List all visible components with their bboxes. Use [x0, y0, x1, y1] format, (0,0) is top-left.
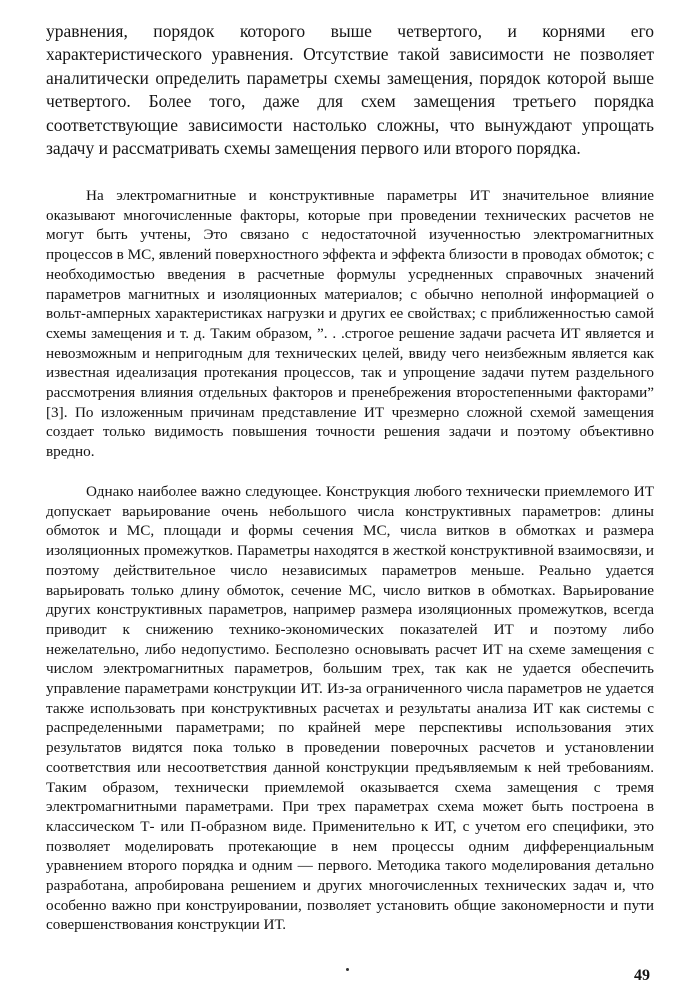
- paragraph-intro: уравнения, порядок которого выше четвертого, и корнями его характеристического уравнения. Отсутствие такой зависимости не позволяет аналитически определить параметры схемы замещения, порядок которой выше четвертого. Более того, даже для схем замещения третьего порядка соответствующие зависимости настолько сложны, что вынуждают упрощать задачу и рассматривать схемы замещения первого или второго порядка.: [46, 21, 654, 159]
- paragraph-factors: На электромагнитные и конструктивные параметры ИТ значительное влияние оказывают многочисленные факторы, которые при проведении технических расчетов не могут быть учтены, Это связано с недостаточной изученностью электромагнитных процессов в МС, явлений поверхностного эффекта и эффекта близости в проводах обмоток; с необходимостью введения в расчетные формулы усредненных справочных значений параметров магнитных и изоляционных материалов; с обычно неполной информацией о вольт-амперных характеристиках нагрузки и других ее свойствах; с приближенностью самой схемы замещения и т. д. Таким образом, ”. . .строгое решение задачи расчета ИТ является и невозможным и непригодным для технических целей, ввиду чего неизбежным является как известная идеализация протекания процессов, так и упрощение задачи путем раздельного рассмотрения влияния отдельных факторов и пренебрежения второстепенными факторами” [3]. По изложенным причинам представление ИТ чрезмерно сложной схемой замещения создает только видимость повышения точности решения задачи и поэтому объективно вредно.: [46, 187, 654, 461]
- paragraph-design-parameters: Однако наиболее важно следующее. Конструкция любого технически приемлемого ИТ допускает варьирование очень небольшого числа конструктивных параметров: длины обмоток и МС, площади и формы сечения МС, числа витков в обмотках и размера изоляционных промежутков. Параметры находятся в жесткой конструктивной взаимосвязи, и поэтому действительное число независимых параметров меньше. Реально удается варьировать только длину обмоток, сечение МС, число витков в обмотках. Варьирование других конструктивных параметров, например размера изоляционных промежутков, всегда приводит к снижению технико-экономических показателей ИТ и поэтому либо нежелательно, либо недопустимо. Бесполезно основывать расчет ИТ на схеме замещения с числом электромагнитных параметров, большим трех, так как не удается обеспечить управление параметрами конструкции ИТ. Из-за ограниченного числа параметров не удается также использовать при конструктивных расчетах и результаты анализа ИТ как системы с распределенными параметрами; по крайней мере перспективы использования этих результатов видятся пока только в проведении поверочных расчетов и установлении соответствия или несоответствия данной конструкции предъявляемым к ней требованиям. Таким образом, технически приемлемой оказывается схема замещения с тремя электромагнитными параметрами. При трех параметрах схема может быть построена в классическом Т- или П-образном виде. Применительно к ИТ, с учетом его специфики, это позволяет моделировать протекающие в нем процессы одним дифференциальным уравнением второго порядка и одним — первого. Методика такого моделирования детально разработана, апробирована решением и других многочисленных технических задач и, что особенно важно при конструировании, позволяет установить общие закономерности и пути совершенствования конструкции ИТ.: [46, 483, 654, 934]
- print-speck: [346, 968, 349, 971]
- page-number: 49: [634, 967, 650, 984]
